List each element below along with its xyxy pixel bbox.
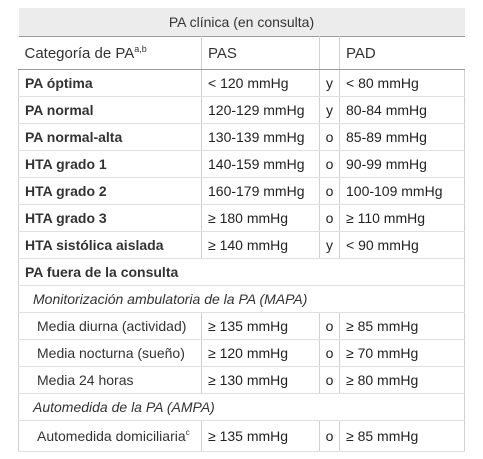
row-conjunction: o: [320, 205, 340, 232]
header-category-label: Categoría de PA: [24, 45, 135, 62]
row-pad: ≥ 110 mmHg: [340, 205, 465, 232]
table-row: [19, 313, 465, 340]
row-conjunction: y: [320, 70, 340, 97]
header-category: [19, 37, 202, 70]
row-category-superscript: c: [185, 428, 190, 437]
table-row: [19, 124, 465, 151]
row-category-label: PA óptima: [25, 75, 93, 91]
row-conjunction: y: [320, 232, 340, 259]
row-conjunction: o: [320, 178, 340, 205]
row-category-label: Media 24 horas: [37, 372, 134, 388]
row-pad: 85-89 mmHg: [340, 124, 465, 151]
row-conjunction: o: [320, 367, 340, 394]
table-row: [19, 340, 465, 367]
row-category-label: Media nocturna (sueño): [37, 345, 185, 361]
row-category: [19, 421, 202, 452]
subsection-row-mapa: [19, 286, 465, 313]
row-category-label: HTA grado 1: [25, 156, 107, 172]
row-category-label: HTA sistólica aislada: [25, 237, 164, 253]
mapa-rows: [19, 313, 465, 394]
section-row-outside: [19, 259, 465, 286]
table-row: [19, 97, 465, 124]
row-category-label: HTA grado 2: [25, 183, 107, 199]
header-pas: PAS: [202, 37, 320, 70]
row-category: [19, 124, 202, 151]
row-pas: 140-159 mmHg: [202, 151, 320, 178]
row-pad: < 80 mmHg: [340, 70, 465, 97]
table-caption-row: [19, 8, 465, 37]
row-pad: ≥ 85 mmHg: [340, 313, 465, 340]
row-category: [19, 232, 202, 259]
row-category-label: Automedida domiciliaria: [37, 428, 186, 444]
row-category: [19, 70, 202, 97]
clinic-rows: [19, 70, 465, 259]
row-pas: ≥ 140 mmHg: [202, 232, 320, 259]
subsection-row-ampa: [19, 394, 465, 421]
row-pad: 80-84 mmHg: [340, 97, 465, 124]
row-category: [19, 97, 202, 124]
row-category-label: HTA grado 3: [25, 210, 107, 226]
row-category-label: PA normal: [25, 102, 94, 118]
table-caption: PA clínica (en consulta): [19, 8, 465, 37]
table-row: [19, 205, 465, 232]
row-category: [19, 178, 202, 205]
row-pad: 90-99 mmHg: [340, 151, 465, 178]
row-pad: ≥ 80 mmHg: [340, 367, 465, 394]
section-outside-label: PA fuera de la consulta: [19, 259, 465, 286]
header-conj: [320, 37, 340, 70]
row-pas: ≥ 135 mmHg: [202, 421, 320, 452]
table-row: [19, 151, 465, 178]
row-category: [19, 205, 202, 232]
row-conjunction: o: [320, 421, 340, 452]
row-pas: 160-179 mmHg: [202, 178, 320, 205]
row-pas: < 120 mmHg: [202, 70, 320, 97]
row-pas: ≥ 120 mmHg: [202, 340, 320, 367]
subsection-mapa-label: Monitorización ambulatoria de la PA (MAPA): [19, 286, 465, 313]
row-category: [19, 313, 202, 340]
row-pad: ≥ 70 mmHg: [340, 340, 465, 367]
table-row: [19, 232, 465, 259]
row-conjunction: o: [320, 151, 340, 178]
row-pad: ≥ 85 mmHg: [340, 421, 465, 452]
row-pas: 130-139 mmHg: [202, 124, 320, 151]
ampa-rows: [19, 421, 465, 452]
row-category-label: PA normal-alta: [25, 129, 123, 145]
row-conjunction: o: [320, 124, 340, 151]
subsection-ampa-label: Automedida de la PA (AMPA): [19, 394, 465, 421]
row-conjunction: y: [320, 97, 340, 124]
row-pad: 100-109 mmHg: [340, 178, 465, 205]
row-pas: ≥ 130 mmHg: [202, 367, 320, 394]
row-pas: ≥ 135 mmHg: [202, 313, 320, 340]
table-row: [19, 367, 465, 394]
row-category-label: Media diurna (actividad): [37, 318, 187, 334]
row-category: [19, 340, 202, 367]
row-pas: 120-129 mmHg: [202, 97, 320, 124]
table-row: [19, 421, 465, 452]
header-category-superscript: a,b: [134, 44, 147, 54]
bp-classification-table-wrapper: [18, 8, 464, 452]
row-pad: < 90 mmHg: [340, 232, 465, 259]
row-category: [19, 151, 202, 178]
row-category: [19, 367, 202, 394]
row-conjunction: o: [320, 313, 340, 340]
table-row: [19, 70, 465, 97]
bp-classification-table: [18, 8, 465, 452]
header-pad: PAD: [340, 37, 465, 70]
table-row: [19, 178, 465, 205]
row-conjunction: o: [320, 340, 340, 367]
row-pas: ≥ 180 mmHg: [202, 205, 320, 232]
table-header-row: [19, 37, 465, 70]
